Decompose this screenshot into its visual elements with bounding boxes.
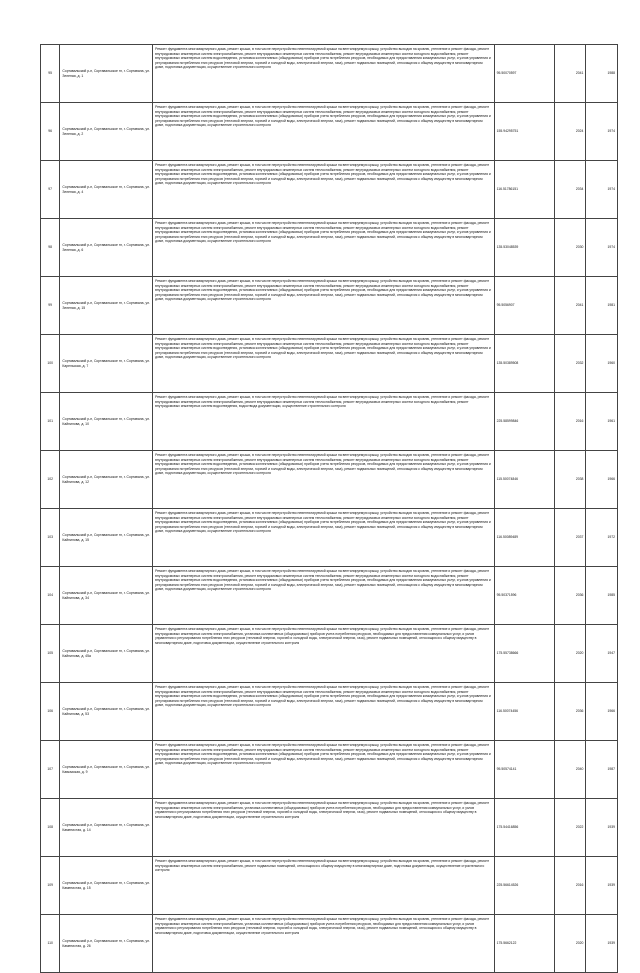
row-number-cell: 102 <box>41 451 60 509</box>
build-year-cell: 1939 <box>586 857 618 915</box>
works-cell: Ремонт фундамента многоквартирного дома, ремонт крыши, в том числе переустройство невентилируемой крыши на вентилируемую крышу, устройство выходов на кровлю, утепление и ремонт фасада, ремонт внутридомовых инженерных систем электроснабжения, ремонт внутридомовых инженерных систем теплоснабжения, ремонт внутридомовых инженерных систем холодного водоснабжения, ремонт внутридомовых инженерных систем водоотведения, установка коллективных (общедомовых) приборов учета потребления ресурсов, необходимых для предоставления коммунальных услуг, и узлов управления и регулирования потребления этих ресурсов (тепловой энергии, горячей и холодной воды, электрической энергии, газа), ремонт подвальных помещений, относящихся к общему имуществу в многоквартирном доме, подготовка документации, осуществление строительного контроля <box>153 103 495 161</box>
row-number-cell: 100 <box>41 335 60 393</box>
address-cell: Сортавальский р-н, Сортавальское гп, г. Сортавала, ул. Каменистая, д. 14 <box>60 799 153 857</box>
planned-year-cell: 2036 <box>554 683 586 741</box>
works-cell: Ремонт фундамента многоквартирного дома, ремонт крыши, в том числе переустройство невентилируемой крыши на вентилируемую крышу, устройство выходов на кровлю, утепление и ремонт фасада, ремонт внутридомовых инженерных систем электроснабжения, ремонт внутридомовых инженерных систем теплоснабжения, ремонт внутридомовых инженерных систем холодного водоснабжения, ремонт внутридомовых инженерных систем водоотведения, установка коллективных (общедомовых) приборов учета потребления ресурсов, необходимых для предоставления коммунальных услуг, и узлов управления и регулирования потребления этих ресурсов (тепловой энергии, горячей и холодной воды, электрической энергии, газа), ремонт подвальных помещений, относящихся к общему имуществу в многоквартирном доме, подготовка документации, осуществление строительного контроля <box>153 683 495 741</box>
row-number-cell: 96 <box>41 103 60 161</box>
build-year-cell: 1974 <box>586 219 618 277</box>
row-number-cell: 103 <box>41 509 60 567</box>
address-cell: Сортавальский р-н, Сортавальское гп, г. Сортавала, ул. Кайнилова, д. 34 <box>60 567 153 625</box>
row-number-cell: 108 <box>41 799 60 857</box>
address-cell: Сортавальский р-н, Сортавальское гп, г. Сортавала, ул. Зеленая, д. 2 <box>60 103 153 161</box>
address-cell: Сортавальский р-н, Сортавальское гп, г. Сортавала, ул. Кайнилова, д. 12 <box>60 451 153 509</box>
build-year-cell: 1947 <box>586 625 618 683</box>
build-year-cell: 1988 <box>586 45 618 103</box>
build-year-cell: 1939 <box>586 915 618 973</box>
cost-cell: 116.51786151 <box>494 161 554 219</box>
address-cell: Сортавальский р-н, Сортавальское гп, г. Сортавала, ул. Зеленая, д. 1 <box>60 45 153 103</box>
cost-cell: 95.50070597 <box>494 45 554 103</box>
planned-year-cell: 2020 <box>554 625 586 683</box>
build-year-cell: 1939 <box>586 799 618 857</box>
planned-year-cell: 2024 <box>554 103 586 161</box>
row-number-cell: 101 <box>41 393 60 451</box>
table-row <box>41 509 618 567</box>
cost-cell: 225.56614526 <box>494 857 554 915</box>
table-row <box>41 103 618 161</box>
build-year-cell: 1972 <box>586 509 618 567</box>
cost-cell: 135.53048539 <box>494 219 554 277</box>
row-number-cell: 98 <box>41 219 60 277</box>
address-cell: Сортавальский р-н, Сортавальское гп, г. Сортавала, ул. Кайнилова, д. 45а <box>60 625 153 683</box>
planned-year-cell: 2016 <box>554 393 586 451</box>
address-cell: Сортавальский р-н, Сортавальское гп, г. Сортавала, ул. Карельская, д. 7 <box>60 335 153 393</box>
address-cell: Сортавальский р-н, Сортавальское гп, г. Сортавала, ул. Кайнилова, д. 15 <box>60 509 153 567</box>
address-cell: Сортавальский р-н, Сортавальское гп, г. Сортавала, ул. Зеленая, д. 4 <box>60 161 153 219</box>
build-year-cell: 1961 <box>586 393 618 451</box>
works-cell: Ремонт фундамента многоквартирного дома, ремонт крыши, в том числе переустройство невентилируемой крыши на вентилируемую крышу, устройство выходов на кровлю, утепление и ремонт фасада, ремонт внутридомовых инженерных систем электроснабжения, ремонт внутридомовых инженерных систем теплоснабжения, ремонт внутридомовых инженерных систем холодного водоснабжения, ремонт внутридомовых инженерных систем водоотведения, установка коллективных (общедомовых) приборов учета потребления ресурсов, необходимых для предоставления коммунальных услуг, и узлов управления и регулирования потребления этих ресурсов (тепловой энергии, горячей и холодной воды, электрической энергии, газа), ремонт подвальных помещений, относящихся к общему имуществу в многоквартирном доме, подготовка документации, осуществление строительного контроля <box>153 567 495 625</box>
address-cell: Сортавальский р-н, Сортавальское гп, г. Сортавала, ул. Зеленая, д. 15 <box>60 277 153 335</box>
table-row <box>41 567 618 625</box>
row-number-cell: 110 <box>41 915 60 973</box>
cost-cell: 225.58599846 <box>494 393 554 451</box>
table-body <box>41 45 618 973</box>
address-cell: Сортавальский р-н, Сортавальское гп, г. Сортавала, ул. Кайнилова, д. 10 <box>60 393 153 451</box>
cost-cell: 115.50074846 <box>494 451 554 509</box>
works-cell: Ремонт фундамента многоквартирного дома, ремонт крыши, в том числе переустройство невентилируемой крыши на вентилируемую крышу, устройство выходов на кровлю, утепление и ремонт фасада, ремонт внутридомовых инженерных систем электроснабжения, ремонт внутридомовых инженерных систем теплоснабжения, ремонт внутридомовых инженерных систем холодного водоснабжения, ремонт внутридомовых инженерных систем водоотведения, установка коллективных (общедомовых) приборов учета потребления ресурсов, необходимых для предоставления коммунальных услуг, и узлов управления и регулирования потребления этих ресурсов (тепловой энергии, горячей и холодной воды, электрической энергии, газа), ремонт подвальных помещений, относящихся к общему имуществу в многоквартирном доме, подготовка документации, осуществление строительного контроля <box>153 335 495 393</box>
works-cell: Ремонт фундамента многоквартирного дома, ремонт крыши, в том числе переустройство невентилируемой крыши на вентилируемую крышу, устройство выходов на кровлю, утепление и ремонт фасада, ремонт внутридомовых инженерных систем электроснабжения, ремонт внутридомовых инженерных систем теплоснабжения, ремонт внутридомовых инженерных систем холодного водоснабжения, ремонт внутридомовых инженерных систем водоотведения, водоотвода документации, осуществление строительного контроля <box>153 393 495 451</box>
row-number-cell: 95 <box>41 45 60 103</box>
works-cell: Ремонт фундамента многоквартирного дома, ремонт крыши, в том числе переустройство невентилируемой крыши на вентилируемую крышу, устройство выходов на кровлю, утепление и ремонт фасада, ремонт внутридомовых инженерных систем электроснабжения, ремонт внутридомовых инженерных систем теплоснабжения, ремонт внутридомовых инженерных систем холодного водоснабжения, ремонт внутридомовых инженерных систем водоотведения, установка коллективных (общедомовых) приборов учета потребления ресурсов, необходимых для предоставления коммунальных услуг, и узлов управления и регулирования потребления этих ресурсов (тепловой энергии, горячей и холодной воды, электрической энергии, газа), ремонт подвальных помещений, относящихся к общему имуществу в многоквартирном доме, подготовка документации, осуществление строительного контроля <box>153 277 495 335</box>
planned-year-cell: 2030 <box>554 219 586 277</box>
row-number-cell: 106 <box>41 683 60 741</box>
works-cell: Ремонт фундамента многоквартирного дома, ремонт крыши, в том числе переустройство невентилируемой крыши на вентилируемую крышу, устройство выходов на кровлю, утепление и ремонт фасада, ремонт внутридомовых инженерных систем электроснабжения, ремонт внутридомовых инженерных систем теплоснабжения, ремонт внутридомовых инженерных систем холодного водоснабжения, ремонт внутридомовых инженерных систем водоотведения, установка коллективных (общедомовых) приборов учета потребления ресурсов, необходимых для предоставления коммунальных услуг, и узлов управления и регулирования потребления этих ресурсов (тепловой энергии, горячей и холодной воды, электрической энергии, газа), ремонт подвальных помещений, относящихся к общему имуществу в многоквартирном доме, подготовка документации, осуществление строительного контроля <box>153 161 495 219</box>
works-cell: Ремонт фундамента многоквартирного дома, ремонт крыши, в том числе переустройство невентилируемой крыши на вентилируемую крышу, устройство выходов на кровлю, утепление и ремонт фасада, ремонт внутридомовых инженерных систем электроснабжения, ремонт внутридомовых инженерных систем теплоснабжения, ремонт внутридомовых инженерных систем холодного водоснабжения, ремонт внутридомовых инженерных систем водоотведения, установка коллективных (общедомовых) приборов учета потребления ресурсов, необходимых для предоставления коммунальных услуг, и узлов управления и регулирования потребления этих ресурсов (тепловой энергии, горячей и холодной воды, электрической энергии, газа), ремонт подвальных помещений, относящихся к общему имуществу в многоквартирном доме, подготовка документации, осуществление строительного контроля <box>153 741 495 799</box>
build-year-cell: 1974 <box>586 103 618 161</box>
works-cell: Ремонт фундамента многоквартирного дома, ремонт крыши, в том числе переустройство невентилируемой крыши на вентилируемую крышу, устройство выходов на кровлю, утепление и ремонт фасада, ремонт внутридомовых инженерных систем электроснабжения, ремонт внутридомовых инженерных систем теплоснабжения, ремонт внутридомовых инженерных систем холодного водоснабжения, ремонт внутридомовых инженерных систем водоотведения, установка коллективных (общедомовых) приборов учета потребления ресурсов, необходимых для предоставления коммунальных услуг, и узлов управления и регулирования потребления этих ресурсов (тепловой энергии, горячей и холодной воды, электрической энергии, газа), ремонт подвальных помещений, относящихся к общему имуществу в многоквартирном доме, подготовка документации, осуществление строительного контроля <box>153 45 495 103</box>
build-year-cell: 1974 <box>586 161 618 219</box>
planned-year-cell: 2020 <box>554 915 586 973</box>
build-year-cell: 1966 <box>586 451 618 509</box>
works-cell: Ремонт фундамента многоквартирного дома, ремонт крыши, в том числе переустройство невентилируемой крыши на вентилируемую крышу, устройство выходов на кровлю, утепление и ремонт фасада, ремонт внутридомовых инженерных систем электроснабжения, ремонт подвальных помещений, относящихся к общему имуществу в многоквартирном доме, подготовка документации, осуществление строительного контроля <box>153 857 495 915</box>
row-number-cell: 109 <box>41 857 60 915</box>
planned-year-cell: 2041 <box>554 45 586 103</box>
table-row <box>41 45 618 103</box>
cost-cell: 116.50074456 <box>494 683 554 741</box>
cost-cell: 135.50389508 <box>494 335 554 393</box>
table-row <box>41 683 618 741</box>
planned-year-cell: 2034 <box>554 161 586 219</box>
cost-cell: 116.50089489 <box>494 509 554 567</box>
build-year-cell: 1985 <box>586 567 618 625</box>
table-row <box>41 219 618 277</box>
capital-repair-table <box>40 44 618 973</box>
planned-year-cell: 2022 <box>554 799 586 857</box>
build-year-cell: 1966 <box>586 683 618 741</box>
cost-cell: 175.54416856 <box>494 799 554 857</box>
row-number-cell: 107 <box>41 741 60 799</box>
row-number-cell: 105 <box>41 625 60 683</box>
table-row <box>41 741 618 799</box>
address-cell: Сортавальский р-н, Сортавальское гп, г. Сортавала, ул. Зеленая, д. 6 <box>60 219 153 277</box>
table-row <box>41 161 618 219</box>
works-cell: Ремонт фундамента многоквартирного дома, ремонт крыши, в том числе переустройство невентилируемой крыши на вентилируемую крышу, устройство выходов на кровлю, утепление и ремонт фасада, ремонт внутридомовых инженерных систем электроснабжения, ремонт внутридомовых инженерных систем теплоснабжения, ремонт внутридомовых инженерных систем холодного водоснабжения, ремонт внутридомовых инженерных систем водоотведения, установка коллективных (общедомовых) приборов учета потребления ресурсов, необходимых для предоставления коммунальных услуг, и узлов управления и регулирования потребления этих ресурсов (тепловой энергии, горячей и холодной воды, электрической энергии, газа), ремонт подвальных помещений, относящихся к общему имуществу в многоквартирном доме, подготовка документации, осуществление строительного контроля <box>153 451 495 509</box>
works-cell: Ремонт фундамента многоквартирного дома, ремонт крыши, в том числе переустройство невентилируемой крыши на вентилируемую крышу, устройство выходов на кровлю, утепление и ремонт фасада, ремонт внутридомовых инженерных систем электроснабжения, установка коллективных (общедомовых) приборов учета потребления ресурсов, необходимых для предоставления коммунальных услуг, и узлов управления и регулирования потребления этих ресурсов (тепловой энергии, горячей и холодной воды, электрической энергии, газа), ремонт подвальных помещений, относящихся к общему имуществу в многоквартирном доме, подготовка документации, осуществление строительного контроля <box>153 625 495 683</box>
table-row <box>41 393 618 451</box>
works-cell: Ремонт фундамента многоквартирного дома, ремонт крыши, в том числе переустройство невентилируемой крыши на вентилируемую крышу, устройство выходов на кровлю, утепление и ремонт фасада, ремонт внутридомовых инженерных систем электроснабжения, ремонт внутридомовых инженерных систем теплоснабжения, ремонт внутридомовых инженерных систем холодного водоснабжения, ремонт внутридомовых инженерных систем водоотведения, установка коллективных (общедомовых) приборов учета потребления ресурсов, необходимых для предоставления коммунальных услуг, и узлов управления и регулирования потребления этих ресурсов (тепловой энергии, горячей и холодной воды, электрической энергии, газа), ремонт подвальных помещений, относящихся к общему имуществу в многоквартирном доме, подготовка документации, осуществление строительного контроля <box>153 219 495 277</box>
table-row <box>41 451 618 509</box>
cost-cell: 155.94295751 <box>494 103 554 161</box>
address-cell: Сортавальский р-н, Сортавальское гп, г. Сортавала, ул. Кайнилова, д. 53 <box>60 683 153 741</box>
planned-year-cell: 2040 <box>554 741 586 799</box>
planned-year-cell: 2016 <box>554 857 586 915</box>
cost-cell: 175.55738666 <box>494 625 554 683</box>
planned-year-cell: 2036 <box>554 567 586 625</box>
works-cell: Ремонт фундамента многоквартирного дома, ремонт крыши, в том числе переустройство невентилируемой крыши на вентилируемую крышу, устройство выходов на кровлю, утепление и ремонт фасада, ремонт внутридомовых инженерных систем электроснабжения, ремонт внутридомовых инженерных систем теплоснабжения, ремонт внутридомовых инженерных систем холодного водоснабжения, ремонт внутридомовых инженерных систем водоотведения, установка коллективных (общедомовых) приборов учета потребления ресурсов, необходимых для предоставления коммунальных услуг, и узлов управления и регулирования потребления этих ресурсов (тепловой энергии, горячей и холодной воды, электрической энергии, газа), ремонт подвальных помещений, относящихся к общему имуществу в многоквартирном доме, подготовка документации, осуществление строительного контроля <box>153 509 495 567</box>
cost-cell: 95.50574141 <box>494 741 554 799</box>
table-row <box>41 335 618 393</box>
planned-year-cell: 2037 <box>554 509 586 567</box>
planned-year-cell: 2032 <box>554 335 586 393</box>
address-cell: Сортавальский р-н, Сортавальское гп, г. Сортавала, ул. Каменистая, д. 15 <box>60 857 153 915</box>
build-year-cell: 1987 <box>586 741 618 799</box>
cost-cell: 175.5662122 <box>494 915 554 973</box>
table-row <box>41 915 618 973</box>
table-row <box>41 625 618 683</box>
row-number-cell: 99 <box>41 277 60 335</box>
table-row <box>41 857 618 915</box>
build-year-cell: 1960 <box>586 335 618 393</box>
works-cell: Ремонт фундамента многоквартирного дома, ремонт крыши, в том числе переустройство невентилируемой крыши на вентилируемую крышу, устройство выходов на кровлю, утепление и ремонт фасада, ремонт внутридомовых инженерных систем электроснабжения, установка коллективных (общедомовых) приборов учета потребления ресурсов, необходимых для предоставления коммунальных услуг, и узлов управления и регулирования потребления этих ресурсов (тепловой энергии, горячей и холодной воды, электрической энергии, газа), ремонт подвальных помещений, относящихся к общему имуществу в многоквартирном доме, подготовка документации, осуществление строительного контроля <box>153 915 495 973</box>
table-row <box>41 277 618 335</box>
row-number-cell: 104 <box>41 567 60 625</box>
row-number-cell: 97 <box>41 161 60 219</box>
planned-year-cell: 2038 <box>554 451 586 509</box>
table-row <box>41 799 618 857</box>
build-year-cell: 1981 <box>586 277 618 335</box>
planned-year-cell: 2041 <box>554 277 586 335</box>
works-cell: Ремонт фундамента многоквартирного дома, ремонт крыши, в том числе переустройство невентилируемой крыши на вентилируемую крышу, устройство выходов на кровлю, утепление и ремонт фасада, ремонт внутридомовых инженерных систем электроснабжения, установка коллективных (общедомовых) приборов учета потребления ресурсов, необходимых для предоставления коммунальных услуг, и узлов управления и регулирования потребления этих ресурсов (тепловой энергии, горячей и холодной воды, электрической энергии, газа), ремонт подвальных помещений, относящихся к общему имуществу в многоквартирном доме, подготовка документации, осуществление строительного контроля <box>153 799 495 857</box>
address-cell: Сортавальский р-н, Сортавальское гп, г. Сортавала, ул. Каменистая, д. 26 <box>60 915 153 973</box>
cost-cell: 95.50371596 <box>494 567 554 625</box>
cost-cell: 95.5056907 <box>494 277 554 335</box>
address-cell: Сортавальский р-н, Сортавальское гп, г. Сортавала, ул. Кавказская, д. 9 <box>60 741 153 799</box>
